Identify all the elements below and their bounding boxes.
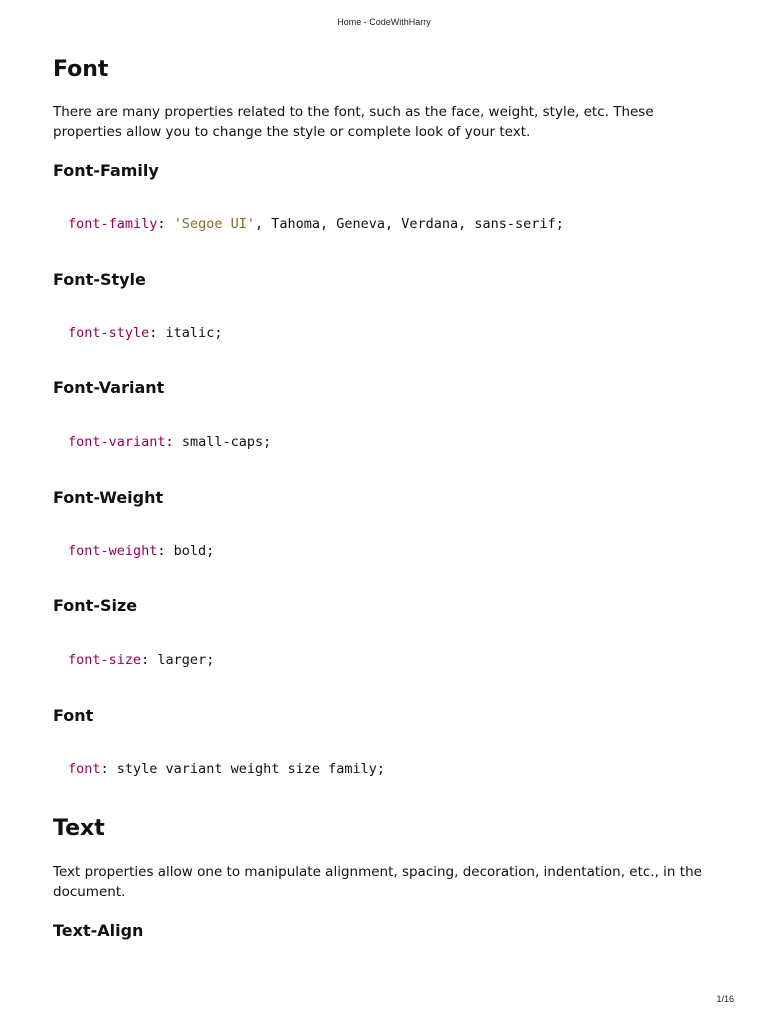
text-intro-paragraph <box>53 862 723 902</box>
code-font-style <box>68 324 222 342</box>
code-property: font-size <box>68 652 142 668</box>
code-font-size <box>68 651 214 669</box>
code-string: 'Segoe UI' <box>173 216 255 232</box>
heading-text: Text <box>53 816 105 841</box>
heading-font-family: Font-Family <box>53 161 159 180</box>
page-number: 1/16 <box>716 994 734 1004</box>
code-value: larger; <box>149 652 215 668</box>
code-value: style variant weight size family; <box>108 761 385 777</box>
code-font-family <box>68 215 564 233</box>
code-font-variant <box>68 433 271 451</box>
font-intro-line-2: properties allow you to change the style or complete look of your text. <box>53 124 531 140</box>
code-property: font-weight <box>68 543 158 559</box>
code-colon: : <box>157 543 166 559</box>
heading-font: Font <box>53 57 109 82</box>
code-value: bold; <box>165 543 215 559</box>
heading-font-style: Font-Style <box>53 270 146 289</box>
code-property: font-style <box>68 325 150 341</box>
code-value: , Tahoma, Geneva, Verdana, sans-serif; <box>254 216 564 232</box>
font-intro-paragraph <box>53 102 723 142</box>
code-font-shorthand <box>68 760 385 778</box>
heading-text-align: Text-Align <box>53 921 144 940</box>
text-intro-line-2: document. <box>53 884 126 900</box>
code-colon: : <box>157 216 166 232</box>
code-value: italic; <box>157 325 223 341</box>
document-title: Home - CodeWithHarry <box>337 17 431 27</box>
code-font-weight <box>68 542 214 560</box>
code-property: font-family <box>68 216 158 232</box>
code-colon: : <box>149 325 158 341</box>
heading-font-size: Font-Size <box>53 596 138 615</box>
heading-font-variant: Font-Variant <box>53 378 165 397</box>
code-colon: : <box>100 761 109 777</box>
code-value: small-caps; <box>173 434 272 450</box>
font-intro-line-1: There are many properties related to the font, such as the face, weight, style, etc. These <box>53 104 654 120</box>
code-colon: : <box>141 652 150 668</box>
code-property: font-variant <box>68 434 166 450</box>
code-colon: : <box>165 434 174 450</box>
heading-font-shorthand: Font <box>53 706 94 725</box>
text-intro-line-1: Text properties allow one to manipulate alignment, spacing, decoration, indentation, etc., in the <box>53 864 702 880</box>
code-property: font <box>68 761 101 777</box>
heading-font-weight: Font-Weight <box>53 488 164 507</box>
